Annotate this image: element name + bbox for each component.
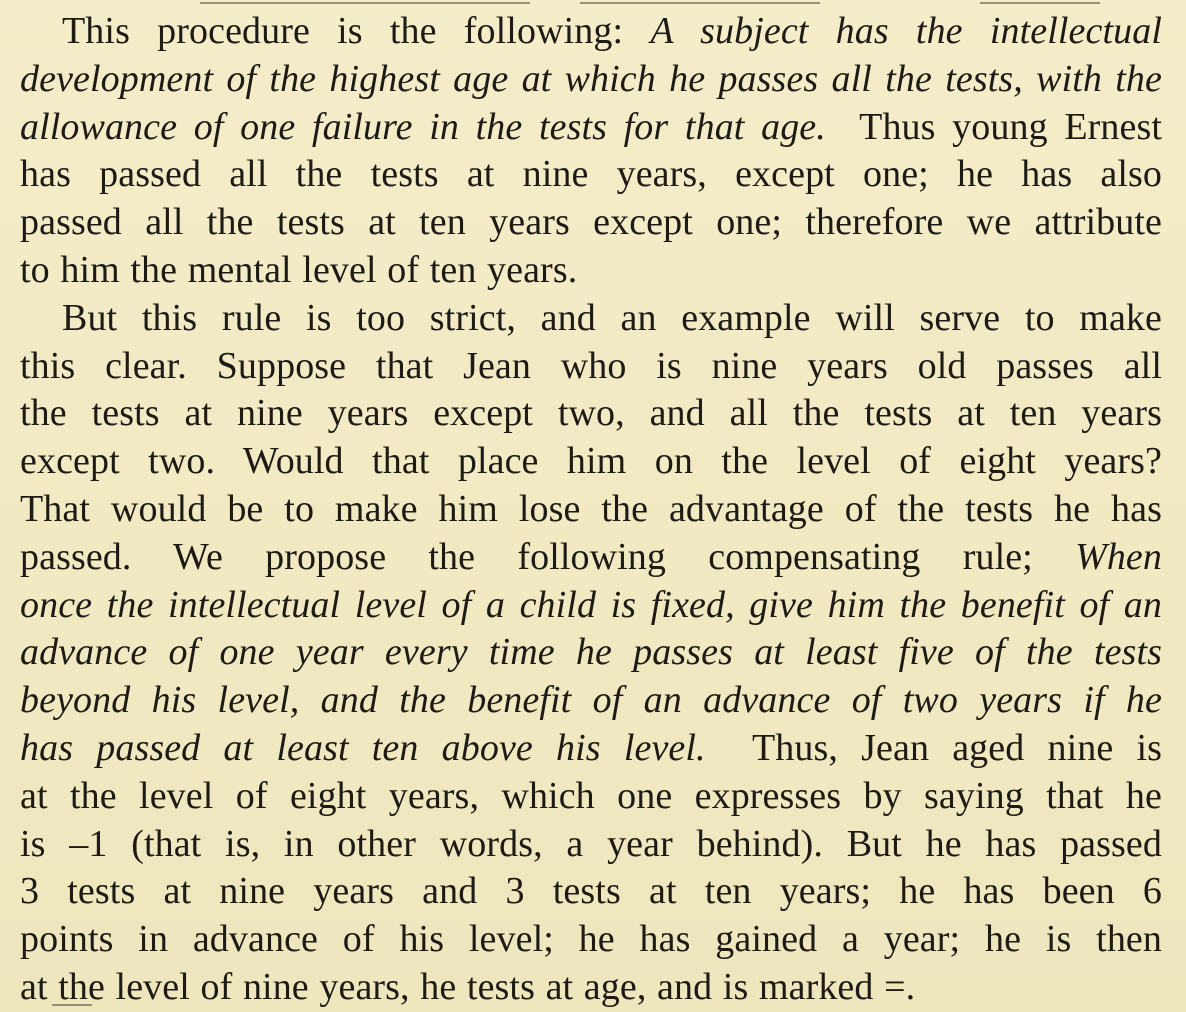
paragraph-compensating-rule <box>20 295 1162 1012</box>
text-line: That would be to make him lose the advantage of the tests he has <box>20 487 1162 530</box>
text-line: once the intellectual level of a child is fixed, give him the benefit of an <box>20 583 1162 626</box>
text-line: is –1 (that is, in other words, a year behind). But he has passed <box>20 822 1162 865</box>
text-line: at the level of nine years, he tests at age, and is marked =. <box>20 965 916 1008</box>
cut-off-next-line <box>20 1002 1162 1012</box>
text-line: passed. We propose the following compensating rule; When <box>20 535 1162 578</box>
text-line: except two. Would that place him on the level of eight years? <box>20 440 1162 483</box>
text-line: points in advance of his level; he has gained a year; he is then <box>20 918 1162 961</box>
cut-off-previous-line <box>20 0 1162 6</box>
text-line: This procedure is the following: A subject has the intellectual <box>62 10 1162 52</box>
text-line: But this rule is too strict, and an example will serve to make <box>62 296 1162 339</box>
text-line: has passed all the tests at nine years, except one; he has also <box>20 153 1162 196</box>
text-line: the tests at nine years except two, and all the tests at ten years <box>20 392 1162 435</box>
text-line: development of the highest age at which he passes all the tests, with the <box>20 57 1162 100</box>
paragraph-procedure <box>20 8 1162 295</box>
text-line: to him the mental level of ten years. <box>20 248 578 291</box>
text-line: passed all the tests at ten years except one; therefore we attribute <box>20 201 1162 244</box>
text-line: has passed at least ten above his level. Thus, Jean aged nine is <box>20 726 1163 769</box>
text-line: 3 tests at nine years and 3 tests at ten years; he has been 6 <box>20 870 1162 913</box>
text-line: advance of one year every time he passes at least five of the tests <box>20 631 1162 674</box>
text-line: at the level of eight years, which one expresses by saying that he <box>20 774 1162 817</box>
text-line: this clear. Suppose that Jean who is nine years old passes all <box>20 344 1162 387</box>
text-line: allowance of one failure in the tests for that age. Thus young Ernest <box>20 105 1162 148</box>
text-line: beyond his level, and the benefit of an advance of two years if he <box>20 679 1162 722</box>
